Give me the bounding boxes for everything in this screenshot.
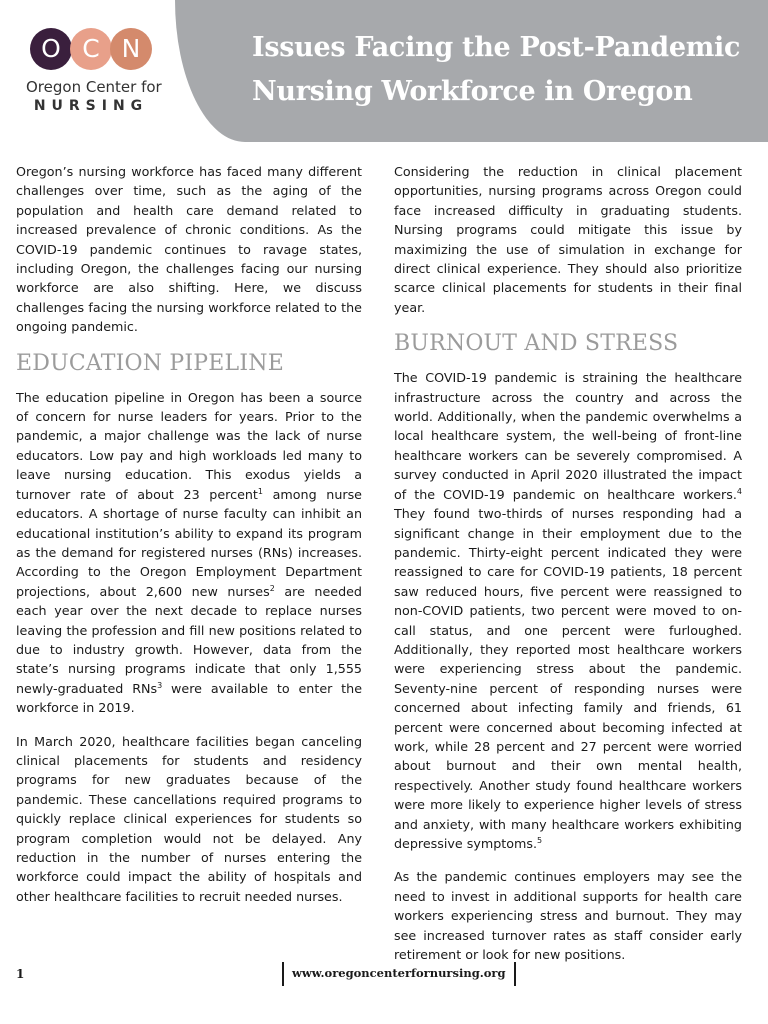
footnote-3: 3: [157, 680, 163, 690]
left-column: [16, 162, 362, 920]
logo-circles: [26, 28, 156, 72]
education-pipeline-heading: EDUCATION PIPELINE: [16, 350, 284, 376]
education-paragraph-1: [16, 388, 362, 718]
website-url[interactable]: www.oregoncenterfornursing.org: [282, 962, 516, 986]
right-column: [394, 162, 742, 978]
logo-letter-c: C: [70, 28, 112, 70]
edu-text-d: were available to enter the workforce in 2019.: [16, 680, 363, 716]
logo-org-name: Oregon Center for: [26, 78, 162, 96]
edu-text-b: among nurse educators. A shortage of nurse faculty can inhibit an educational institution’s ability to expand its program as the demand for registered nurses (RNs) increases. According to the Oregon Employment Department projections, about 2,600 new nurses: [16, 486, 362, 599]
burnout-stress-heading: BURNOUT AND STRESS: [394, 331, 679, 357]
edu-text-c: are needed each year over the next decade to replace nurses leaving the profession and fill new positions related to due to industry growth. However, data from the state’s nursing programs indicate that only 1,555 newly-graduated RNs: [16, 583, 362, 696]
page-number: 1: [16, 967, 25, 981]
edu-text-a: The education pipeline in Oregon has been a source of concern for nurse leaders for years. Prior to the pandemic, a major challenge was the lack of nurse educators. Low pay and high workloads led many to leave nursing education. This exodus yields a turnover rate of about 23 percent: [16, 389, 362, 502]
burnout-text-b: They found two-thirds of nurses responding had a significant change in their employment due to the pandemic. Thirty-eight percent indicated they were reassigned to care for COVID-19 patients, 18 percent saw reduced hours, five percent were reassigned to non-COVID patients, two percent were moved to on-call status, and one percent were furloughed. Additionally, they reported most healthcare workers were experiencing stress about the pandemic. Seventy-nine percent of responding nurses were concerned about infecting family and friends, 61 percent were concerned about becoming infected at work, while 28 percent and 27 percent were worried about burnout and their own mental health, respectively. Another study found healthcare workers were more likely to experience higher levels of stress and anxiety, with many healthcare workers exhibiting depressive symptoms.: [394, 506, 742, 851]
page-title-line2: Nursing Workforce in Oregon: [252, 76, 693, 107]
intro-paragraph: Oregon’s nursing workforce has faced many different challenges over time, such as the aging of the population and health care demand related to increased prevalence of chronic conditions. As the COVID-19 pandemic continues to ravage states, including Oregon, the challenges facing our nursing workforce are also shifting. Here, we discuss challenges facing the nursing workforce related to the ongoing pandemic.: [16, 164, 362, 335]
footnote-5: 5: [537, 835, 543, 845]
footnote-2: 2: [269, 583, 275, 593]
ocn-logo: [26, 28, 162, 114]
logo-nursing: NURSING: [33, 98, 149, 114]
footnote-4: 4: [736, 486, 742, 496]
burnout-paragraph-1: [394, 368, 742, 853]
burnout-text-a: The COVID-19 pandemic is straining the healthcare infrastructure across the country and across the world. Additionally, when the pandemic overwhelms a local healthcare system, the well-being of front-line healthcare workers can be severely compromised. A survey conducted in April 2020 illustrated the impact of the COVID-19 pandemic on healthcare workers.: [394, 370, 742, 502]
page-title-line1: Issues Facing the Post-Pandemic: [252, 32, 741, 63]
page-title: [252, 26, 752, 114]
logo-letter-n: N: [110, 28, 152, 70]
burnout-paragraph-2: As the pandemic continues employers may see the need to invest in additional supports for health care workers experiencing stress and burnout. They may see increased turnover rates as staff consider early retirement or look for new positions.: [394, 869, 742, 963]
education-paragraph-2: In March 2020, healthcare facilities began canceling clinical placements for students and residency programs for new graduates because of the pandemic. These cancellations required programs to quickly replace clinical experiences for students so program completion would not be delayed. Any reduction in the number of nurses entering the workforce could impact the ability of hospitals and other healthcare facilities to recruit needed nurses.: [16, 733, 362, 904]
logo-letter-o: O: [30, 28, 72, 70]
education-paragraph-3: Considering the reduction in clinical placement opportunities, nursing programs across Oregon could face increased difficulty in graduating students. Nursing programs could mitigate this issue by maximizing the use of simulation in exchange for direct clinical experience. They should also prioritize scarce clinical placements for students in their final year.: [394, 164, 742, 315]
footnote-1: 1: [257, 486, 263, 496]
